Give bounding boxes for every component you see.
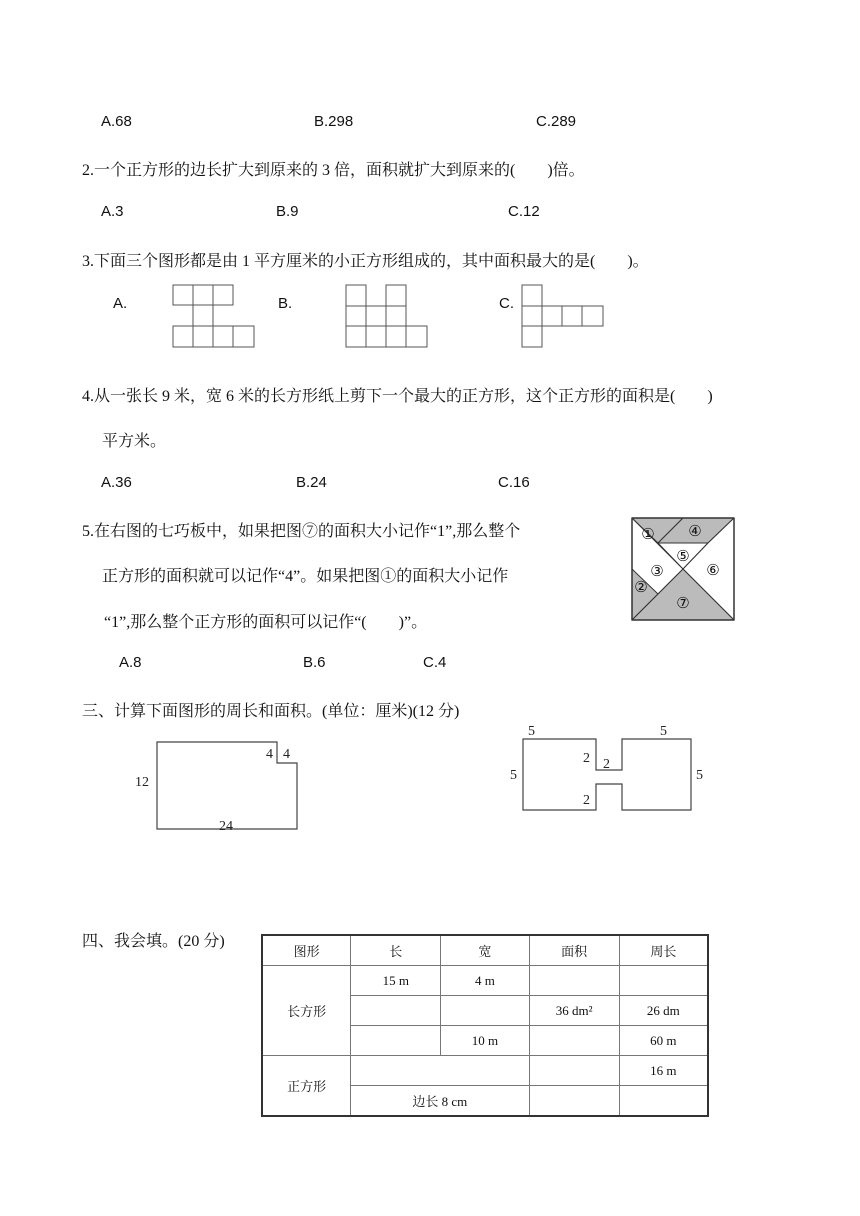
table-cell[interactable]: [441, 996, 529, 1026]
table-cell[interactable]: 16 m: [619, 1056, 708, 1086]
table-cell[interactable]: [529, 1026, 619, 1056]
table-cell[interactable]: [529, 1056, 619, 1086]
section3-figure-2: [505, 718, 725, 828]
table-cell[interactable]: [529, 1086, 619, 1117]
table-cell[interactable]: [529, 966, 619, 996]
q2-option-c: C.12: [508, 203, 540, 220]
header-length: 长: [351, 935, 441, 966]
table-cell[interactable]: 10 m: [441, 1026, 529, 1056]
q5-option-b: B.6: [303, 654, 326, 671]
table-row: [262, 1056, 708, 1086]
fig2-label-top-right: 5: [660, 724, 667, 739]
table-header-row: [262, 935, 708, 966]
fig2-label-inner-top: 2: [583, 751, 590, 766]
tangram-label-2: ②: [634, 578, 648, 596]
q5-option-a: A.8: [119, 654, 142, 671]
fig2-label-inner-w: 2: [603, 757, 610, 772]
fig1-label-bottom: 24: [219, 819, 233, 834]
q2-text: 2.一个正方形的边长扩大到原来的 3 倍，面积就扩大到原来的( )倍。: [82, 162, 585, 179]
fill-in-table: [261, 934, 709, 1117]
fig2-label-left: 5: [510, 768, 517, 783]
table-cell[interactable]: 36 dm²: [529, 996, 619, 1026]
header-width: 宽: [441, 935, 529, 966]
tangram-label-4: ④: [688, 522, 702, 540]
table-cell[interactable]: 4 m: [441, 966, 529, 996]
q5-text-line2: 正方形的面积就可以记作“4”。如果把图①的面积大小记作: [102, 568, 509, 585]
q4-option-b: B.24: [296, 474, 327, 491]
header-perimeter: 周长: [619, 935, 708, 966]
section4-title: 四、我会填。(20 分): [82, 933, 225, 950]
square-label: 正方形: [262, 1056, 351, 1117]
section3-figure-1: [130, 736, 310, 836]
table-cell[interactable]: [619, 966, 708, 996]
tangram-label-3: ③: [650, 562, 664, 580]
q4-text-line2: 平方米。: [102, 433, 167, 450]
tangram-label-7: ⑦: [676, 594, 690, 612]
table-cell[interactable]: [351, 1026, 441, 1056]
fig2-label-inner-bottom: 2: [583, 793, 590, 808]
q3-option-c: C.: [499, 295, 514, 312]
q3-figure-c: [521, 284, 607, 350]
rect-label: 长方形: [262, 966, 351, 1056]
q2-option-a: A.3: [101, 203, 124, 220]
tangram-label-6: ⑥: [706, 561, 720, 579]
fig1-label-notch-w: 4: [266, 747, 273, 762]
q4-option-c: C.16: [498, 474, 530, 491]
header-area: 面积: [529, 935, 619, 966]
table-cell[interactable]: [351, 996, 441, 1026]
q3-text: 3.下面三个图形都是由 1 平方厘米的小正方形组成的，其中面积最大的是( )。: [82, 253, 649, 270]
header-shape: 图形: [262, 935, 351, 966]
table-cell[interactable]: 60 m: [619, 1026, 708, 1056]
tangram-label-5: ⑤: [676, 547, 690, 565]
q3-option-a: A.: [113, 295, 128, 312]
q5-option-c: C.4: [423, 654, 447, 671]
fig1-label-notch-h: 4: [283, 747, 290, 762]
q3-figure-a: [172, 284, 258, 350]
q1-option-c: C.289: [536, 113, 577, 130]
tangram-label-1: ①: [641, 525, 655, 543]
q4-text-line1: 4.从一张长 9 米，宽 6 米的长方形纸上剪下一个最大的正方形，这个正方形的面积是( ): [82, 388, 713, 405]
q1-option-a: A.68: [101, 113, 132, 130]
tangram-figure: [631, 517, 735, 621]
fig2-label-right: 5: [696, 768, 703, 783]
q3-option-b: B.: [278, 295, 293, 312]
q1-option-b: B.298: [314, 113, 354, 130]
table-cell[interactable]: 26 dm: [619, 996, 708, 1026]
table-cell[interactable]: [351, 1056, 529, 1086]
fig2-label-top-left: 5: [528, 724, 535, 739]
q3-figure-b: [345, 284, 431, 350]
table-cell[interactable]: 边长 8 cm: [351, 1086, 529, 1117]
table-row: [262, 966, 708, 996]
table-cell[interactable]: [619, 1086, 708, 1117]
q5-text-line1: 5.在右图的七巧板中，如果把图⑦的面积大小记作“1”,那么整个: [82, 523, 521, 540]
q5-text-line3: “1”,那么整个正方形的面积可以记作“( )”。: [104, 614, 428, 631]
q4-option-a: A.36: [101, 474, 132, 491]
section3-title: 三、计算下面图形的周长和面积。(单位：厘米)(12 分): [82, 703, 460, 720]
table-cell[interactable]: 15 m: [351, 966, 441, 996]
q2-option-b: B.9: [276, 203, 299, 220]
fig1-label-left: 12: [135, 775, 149, 790]
